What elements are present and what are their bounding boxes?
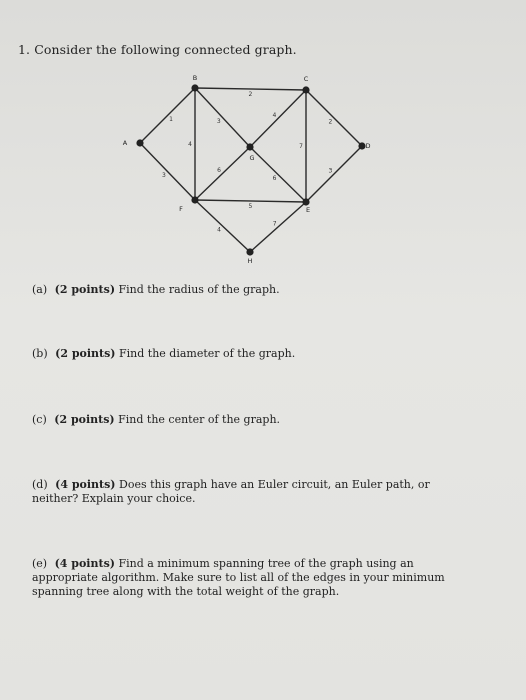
- node-H: [246, 248, 253, 255]
- edge-weight-G-E: 6: [272, 175, 277, 183]
- part-d-text: Does this graph have an Euler circuit, an Euler path, or neither? Explain your choice.: [32, 478, 430, 505]
- edge-F-E: [195, 200, 306, 202]
- edge-weight-F-H: 4: [217, 226, 221, 234]
- edge-weight-B-G: 3: [216, 117, 221, 125]
- edge-weight-F-E: 5: [248, 202, 253, 210]
- part-e-points: (4 points): [54, 557, 115, 570]
- node-label-B: B: [192, 74, 198, 82]
- edge-A-F: [140, 143, 195, 200]
- edge-G-E: [250, 147, 306, 202]
- edge-weight-B-F: 4: [188, 141, 192, 148]
- node-label-F: F: [179, 205, 183, 213]
- question-title: 1. Consider the following connected graph.: [18, 42, 297, 57]
- part-a-text: Find the radius of the graph.: [118, 283, 280, 296]
- edge-G-F: [195, 147, 250, 200]
- edge-E-H: [250, 202, 306, 252]
- node-label-D: D: [365, 142, 371, 150]
- part-d-label: (d): [32, 478, 48, 491]
- edge-C-G: [250, 90, 306, 147]
- part-c-label: (c): [32, 413, 47, 426]
- edge-weight-D-E: 3: [328, 167, 333, 175]
- edge-F-H: [195, 200, 253, 252]
- node-B: [191, 84, 198, 91]
- edge-weight-A-B: 1: [169, 116, 173, 124]
- part-a-label: (a): [32, 283, 48, 296]
- edge-D-E: [306, 146, 362, 202]
- edge-weight-C-G: 4: [272, 111, 277, 119]
- part-d-points: (4 points): [55, 478, 116, 491]
- edge-weight-C-E: 7: [299, 143, 303, 150]
- node-C: [302, 86, 309, 93]
- part-c-text: Find the center of the graph.: [118, 413, 281, 426]
- edge-C-D: [306, 90, 362, 146]
- edge-weight-C-D: 2: [328, 118, 333, 126]
- part-b-text: Find the diameter of the graph.: [119, 347, 296, 360]
- node-F: [191, 196, 198, 203]
- edge-B-G: [195, 88, 253, 147]
- part-b: [32, 347, 480, 361]
- edge-weight-E-H: 7: [272, 220, 277, 228]
- node-A: [136, 139, 143, 146]
- part-a-points: (2 points): [54, 283, 116, 296]
- node-label-C: C: [303, 75, 309, 83]
- edge-A-B: [140, 88, 195, 143]
- part-c: [32, 413, 480, 427]
- edge-weight-G-F: 6: [217, 166, 221, 174]
- part-e: [32, 557, 474, 599]
- edge-B-C: [195, 88, 306, 90]
- part-a: [32, 283, 480, 297]
- node-label-H: H: [247, 257, 253, 265]
- part-b-label: (b): [32, 347, 48, 360]
- edge-weight-B-C: 2: [248, 90, 253, 98]
- node-G: [246, 143, 253, 150]
- node-label-A: A: [122, 139, 128, 147]
- part-d: [32, 478, 472, 506]
- part-e-label: (e): [32, 557, 48, 570]
- part-b-points: (2 points): [55, 347, 116, 360]
- node-labels: [123, 74, 371, 265]
- edge-weight-A-F: 3: [161, 171, 166, 179]
- part-e-text: Find a minimum spanning tree of the graph using an appropriate algorithm. Make sure to list all of the edges in your minimum spanning tree along with the total weight of the graph.: [32, 557, 445, 598]
- part-c-points: (2 points): [54, 413, 115, 426]
- node-E: [302, 198, 309, 205]
- node-label-G: G: [249, 154, 255, 162]
- node-label-E: E: [305, 206, 311, 214]
